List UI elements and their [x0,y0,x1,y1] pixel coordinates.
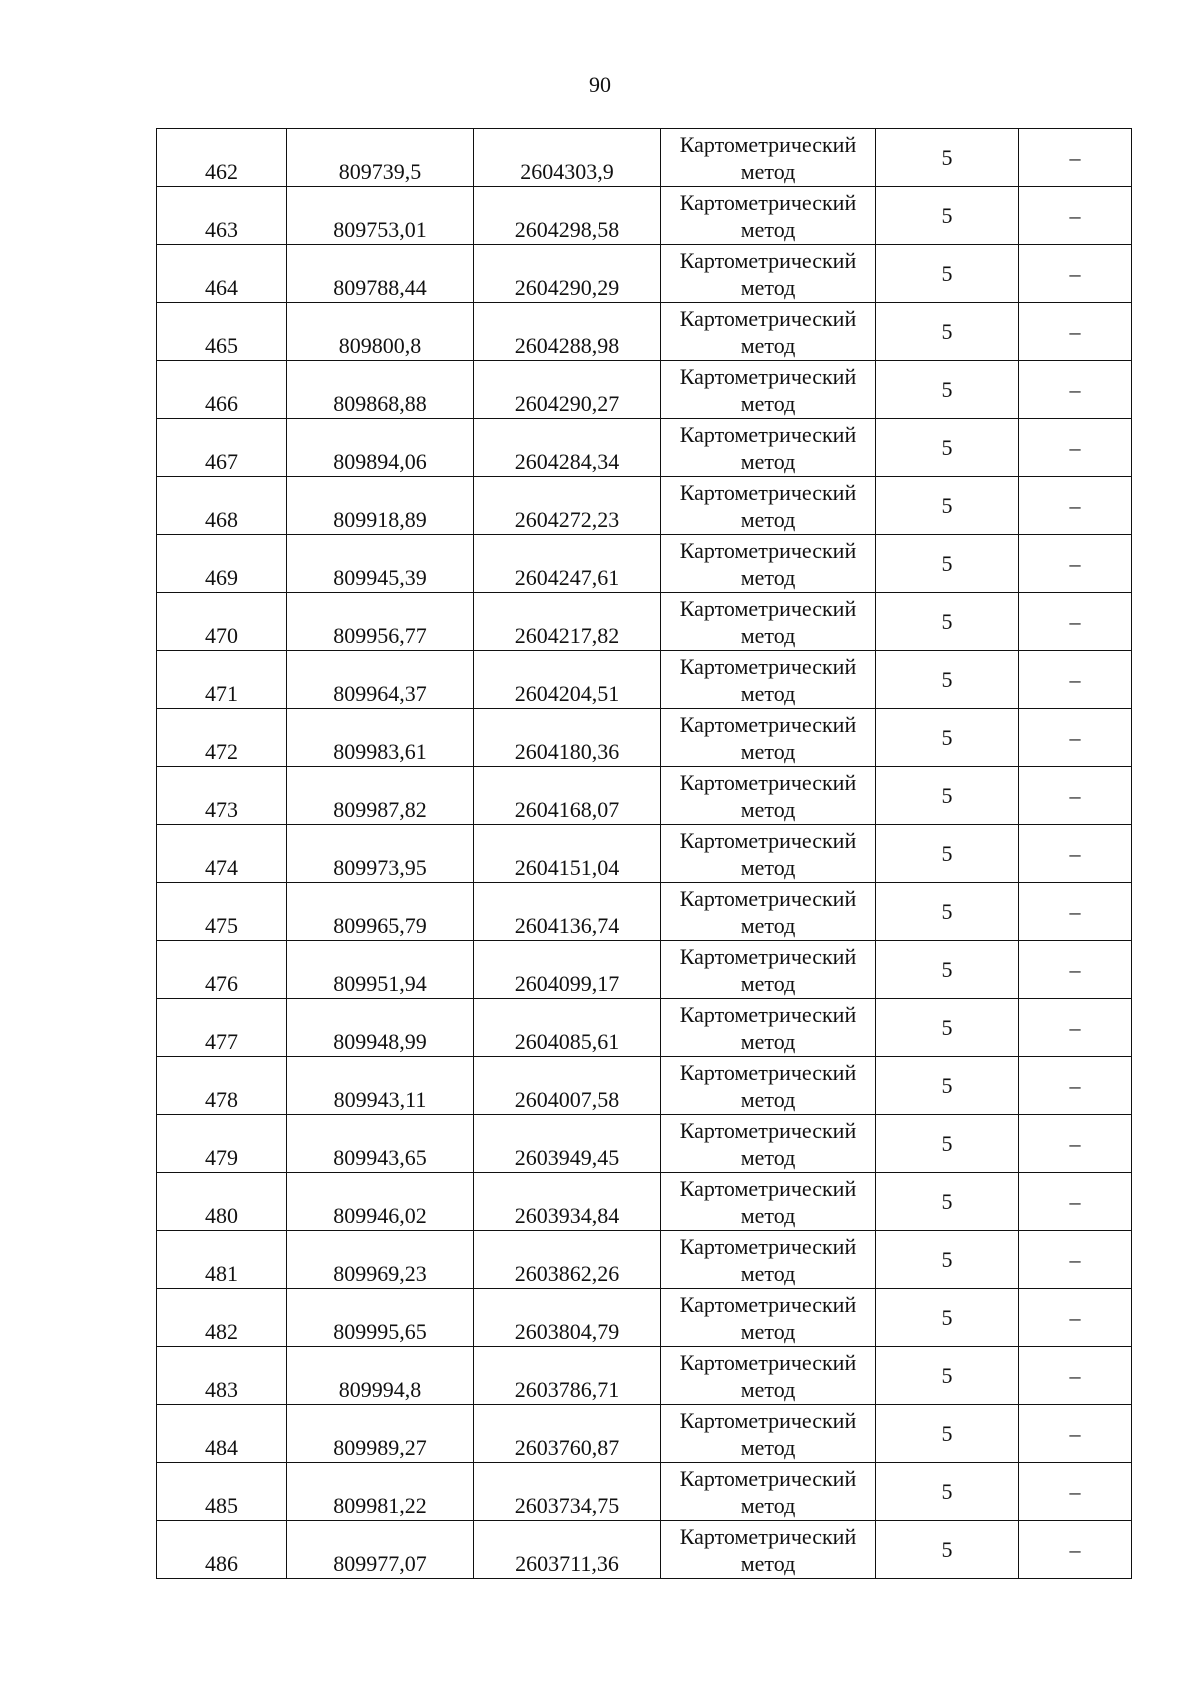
y-coordinate-cell: 2604217,82 [474,593,661,651]
accuracy-cell: 5 [876,1347,1019,1405]
x-coordinate-cell: 809943,65 [287,1115,474,1173]
point-number-cell: 475 [157,883,287,941]
accuracy-cell: 5 [876,1521,1019,1579]
extra-cell: – [1019,999,1132,1057]
accuracy-cell: 5 [876,129,1019,187]
accuracy-cell: 5 [876,1231,1019,1289]
point-number-cell: 479 [157,1115,287,1173]
method-line-1: Картометрический [679,1059,857,1085]
method-cell [661,999,876,1057]
method-cell [661,941,876,999]
x-coordinate-cell: 809983,61 [287,709,474,767]
table-row [157,1521,1132,1579]
method-line-2: метод [740,448,796,474]
point-number-cell: 474 [157,825,287,883]
x-coordinate-cell: 809973,95 [287,825,474,883]
extra-cell: – [1019,1115,1132,1173]
method-line-1: Картометрический [679,189,857,215]
table-row [157,535,1132,593]
method-cell [661,535,876,593]
coordinates-table-body [157,129,1132,1579]
method-line-1: Картометрический [679,1117,857,1143]
method-line-1: Картометрический [679,1523,857,1549]
method-line-2: метод [740,1144,796,1170]
y-coordinate-cell: 2604288,98 [474,303,661,361]
point-number-cell: 485 [157,1463,287,1521]
table-row [157,303,1132,361]
x-coordinate-cell: 809788,44 [287,245,474,303]
x-coordinate-cell: 809948,99 [287,999,474,1057]
method-line-1: Картометрический [679,247,857,273]
method-line-2: метод [740,216,796,242]
x-coordinate-cell: 809994,8 [287,1347,474,1405]
point-number-cell: 486 [157,1521,287,1579]
x-coordinate-cell: 809951,94 [287,941,474,999]
extra-cell: – [1019,767,1132,825]
method-line-1: Картометрический [679,653,857,679]
method-cell [661,303,876,361]
point-number-cell: 471 [157,651,287,709]
extra-cell: – [1019,941,1132,999]
extra-cell: – [1019,477,1132,535]
method-cell [661,419,876,477]
extra-cell: – [1019,245,1132,303]
point-number-cell: 481 [157,1231,287,1289]
point-number-cell: 480 [157,1173,287,1231]
point-number-cell: 464 [157,245,287,303]
method-cell [661,651,876,709]
extra-cell: – [1019,303,1132,361]
method-line-1: Картометрический [679,131,857,157]
table-row [157,825,1132,883]
accuracy-cell: 5 [876,361,1019,419]
table-row [157,1115,1132,1173]
method-line-2: метод [740,390,796,416]
method-line-1: Картометрический [679,363,857,389]
table-row [157,767,1132,825]
method-line-1: Картометрический [679,769,857,795]
y-coordinate-cell: 2604290,27 [474,361,661,419]
y-coordinate-cell: 2603934,84 [474,1173,661,1231]
extra-cell: – [1019,709,1132,767]
x-coordinate-cell: 809956,77 [287,593,474,651]
point-number-cell: 478 [157,1057,287,1115]
page-number: 90 [589,72,611,97]
accuracy-cell: 5 [876,825,1019,883]
x-coordinate-cell: 809868,88 [287,361,474,419]
extra-cell: – [1019,187,1132,245]
table-row [157,709,1132,767]
point-number-cell: 469 [157,535,287,593]
method-line-2: метод [740,1202,796,1228]
method-line-2: метод [740,738,796,764]
y-coordinate-cell: 2603862,26 [474,1231,661,1289]
accuracy-cell: 5 [876,477,1019,535]
y-coordinate-cell: 2604151,04 [474,825,661,883]
method-cell [661,129,876,187]
method-cell [661,1173,876,1231]
table-row [157,593,1132,651]
table-row [157,477,1132,535]
accuracy-cell: 5 [876,1289,1019,1347]
table-row [157,1347,1132,1405]
y-coordinate-cell: 2603786,71 [474,1347,661,1405]
method-line-1: Картометрический [679,943,857,969]
method-line-2: метод [740,1260,796,1286]
table-row [157,941,1132,999]
x-coordinate-cell: 809987,82 [287,767,474,825]
method-line-1: Картометрический [679,1233,857,1259]
x-coordinate-cell: 809981,22 [287,1463,474,1521]
point-number-cell: 483 [157,1347,287,1405]
extra-cell: – [1019,883,1132,941]
accuracy-cell: 5 [876,1173,1019,1231]
table-row [157,1289,1132,1347]
y-coordinate-cell: 2603804,79 [474,1289,661,1347]
method-line-1: Картометрический [679,1407,857,1433]
accuracy-cell: 5 [876,187,1019,245]
accuracy-cell: 5 [876,303,1019,361]
method-line-2: метод [740,1086,796,1112]
method-line-1: Картометрический [679,421,857,447]
y-coordinate-cell: 2604247,61 [474,535,661,593]
method-cell [661,1115,876,1173]
accuracy-cell: 5 [876,1115,1019,1173]
accuracy-cell: 5 [876,1057,1019,1115]
method-cell [661,1521,876,1579]
y-coordinate-cell: 2604180,36 [474,709,661,767]
method-line-2: метод [740,854,796,880]
y-coordinate-cell: 2604007,58 [474,1057,661,1115]
point-number-cell: 468 [157,477,287,535]
accuracy-cell: 5 [876,767,1019,825]
extra-cell: – [1019,419,1132,477]
method-line-2: метод [740,158,796,184]
table-row [157,1057,1132,1115]
x-coordinate-cell: 809977,07 [287,1521,474,1579]
method-cell [661,593,876,651]
x-coordinate-cell: 809946,02 [287,1173,474,1231]
accuracy-cell: 5 [876,1405,1019,1463]
method-line-2: метод [740,274,796,300]
y-coordinate-cell: 2604168,07 [474,767,661,825]
method-line-2: метод [740,1550,796,1576]
point-number-cell: 482 [157,1289,287,1347]
accuracy-cell: 5 [876,419,1019,477]
y-coordinate-cell: 2604204,51 [474,651,661,709]
accuracy-cell: 5 [876,941,1019,999]
method-cell [661,1347,876,1405]
x-coordinate-cell: 809739,5 [287,129,474,187]
method-line-1: Картометрический [679,595,857,621]
accuracy-cell: 5 [876,245,1019,303]
point-number-cell: 477 [157,999,287,1057]
table-row [157,361,1132,419]
point-number-cell: 473 [157,767,287,825]
method-line-2: метод [740,912,796,938]
method-line-1: Картометрический [679,827,857,853]
table-row [157,651,1132,709]
method-cell [661,245,876,303]
method-line-2: метод [740,622,796,648]
method-line-2: метод [740,796,796,822]
method-line-2: метод [740,1492,796,1518]
method-cell [661,1405,876,1463]
table-row [157,187,1132,245]
method-cell [661,1057,876,1115]
method-cell [661,767,876,825]
y-coordinate-cell: 2604272,23 [474,477,661,535]
point-number-cell: 467 [157,419,287,477]
x-coordinate-cell: 809894,06 [287,419,474,477]
x-coordinate-cell: 809800,8 [287,303,474,361]
method-line-1: Картометрический [679,305,857,331]
extra-cell: – [1019,825,1132,883]
method-cell [661,825,876,883]
accuracy-cell: 5 [876,535,1019,593]
x-coordinate-cell: 809964,37 [287,651,474,709]
accuracy-cell: 5 [876,709,1019,767]
method-cell [661,1231,876,1289]
extra-cell: – [1019,535,1132,593]
method-line-1: Картометрический [679,1175,857,1201]
method-line-2: метод [740,332,796,358]
point-number-cell: 463 [157,187,287,245]
table-row [157,1173,1132,1231]
y-coordinate-cell: 2603711,36 [474,1521,661,1579]
extra-cell: – [1019,1173,1132,1231]
y-coordinate-cell: 2604085,61 [474,999,661,1057]
y-coordinate-cell: 2604136,74 [474,883,661,941]
point-number-cell: 466 [157,361,287,419]
extra-cell: – [1019,593,1132,651]
method-cell [661,883,876,941]
method-line-1: Картометрический [679,711,857,737]
table-row [157,883,1132,941]
method-line-2: метод [740,564,796,590]
y-coordinate-cell: 2604303,9 [474,129,661,187]
accuracy-cell: 5 [876,883,1019,941]
y-coordinate-cell: 2603760,87 [474,1405,661,1463]
method-line-1: Картометрический [679,537,857,563]
extra-cell: – [1019,1347,1132,1405]
method-line-2: метод [740,1434,796,1460]
x-coordinate-cell: 809969,23 [287,1231,474,1289]
extra-cell: – [1019,1521,1132,1579]
method-line-1: Картометрический [679,1465,857,1491]
accuracy-cell: 5 [876,1463,1019,1521]
extra-cell: – [1019,361,1132,419]
method-line-2: метод [740,1376,796,1402]
y-coordinate-cell: 2603949,45 [474,1115,661,1173]
method-line-2: метод [740,680,796,706]
x-coordinate-cell: 809995,65 [287,1289,474,1347]
x-coordinate-cell: 809943,11 [287,1057,474,1115]
method-line-2: метод [740,970,796,996]
method-cell [661,1289,876,1347]
table-row [157,999,1132,1057]
accuracy-cell: 5 [876,593,1019,651]
table-row [157,245,1132,303]
x-coordinate-cell: 809989,27 [287,1405,474,1463]
method-line-2: метод [740,1318,796,1344]
method-line-2: метод [740,1028,796,1054]
method-line-1: Картометрический [679,479,857,505]
extra-cell: – [1019,129,1132,187]
y-coordinate-cell: 2604298,58 [474,187,661,245]
table-row [157,129,1132,187]
table-row [157,1405,1132,1463]
y-coordinate-cell: 2604284,34 [474,419,661,477]
table-row [157,419,1132,477]
x-coordinate-cell: 809753,01 [287,187,474,245]
method-cell [661,1463,876,1521]
accuracy-cell: 5 [876,999,1019,1057]
extra-cell: – [1019,651,1132,709]
method-line-1: Картометрический [679,1001,857,1027]
method-cell [661,709,876,767]
x-coordinate-cell: 809945,39 [287,535,474,593]
extra-cell: – [1019,1463,1132,1521]
point-number-cell: 470 [157,593,287,651]
table-row [157,1231,1132,1289]
table-row [157,1463,1132,1521]
point-number-cell: 476 [157,941,287,999]
x-coordinate-cell: 809965,79 [287,883,474,941]
point-number-cell: 465 [157,303,287,361]
method-line-1: Картометрический [679,1349,857,1375]
extra-cell: – [1019,1057,1132,1115]
extra-cell: – [1019,1231,1132,1289]
point-number-cell: 484 [157,1405,287,1463]
extra-cell: – [1019,1289,1132,1347]
y-coordinate-cell: 2603734,75 [474,1463,661,1521]
point-number-cell: 462 [157,129,287,187]
y-coordinate-cell: 2604099,17 [474,941,661,999]
x-coordinate-cell: 809918,89 [287,477,474,535]
method-cell [661,361,876,419]
method-cell [661,477,876,535]
method-line-1: Картометрический [679,885,857,911]
accuracy-cell: 5 [876,651,1019,709]
point-number-cell: 472 [157,709,287,767]
extra-cell: – [1019,1405,1132,1463]
coordinates-table [156,128,1132,1579]
y-coordinate-cell: 2604290,29 [474,245,661,303]
method-cell [661,187,876,245]
method-line-1: Картометрический [679,1291,857,1317]
method-line-2: метод [740,506,796,532]
